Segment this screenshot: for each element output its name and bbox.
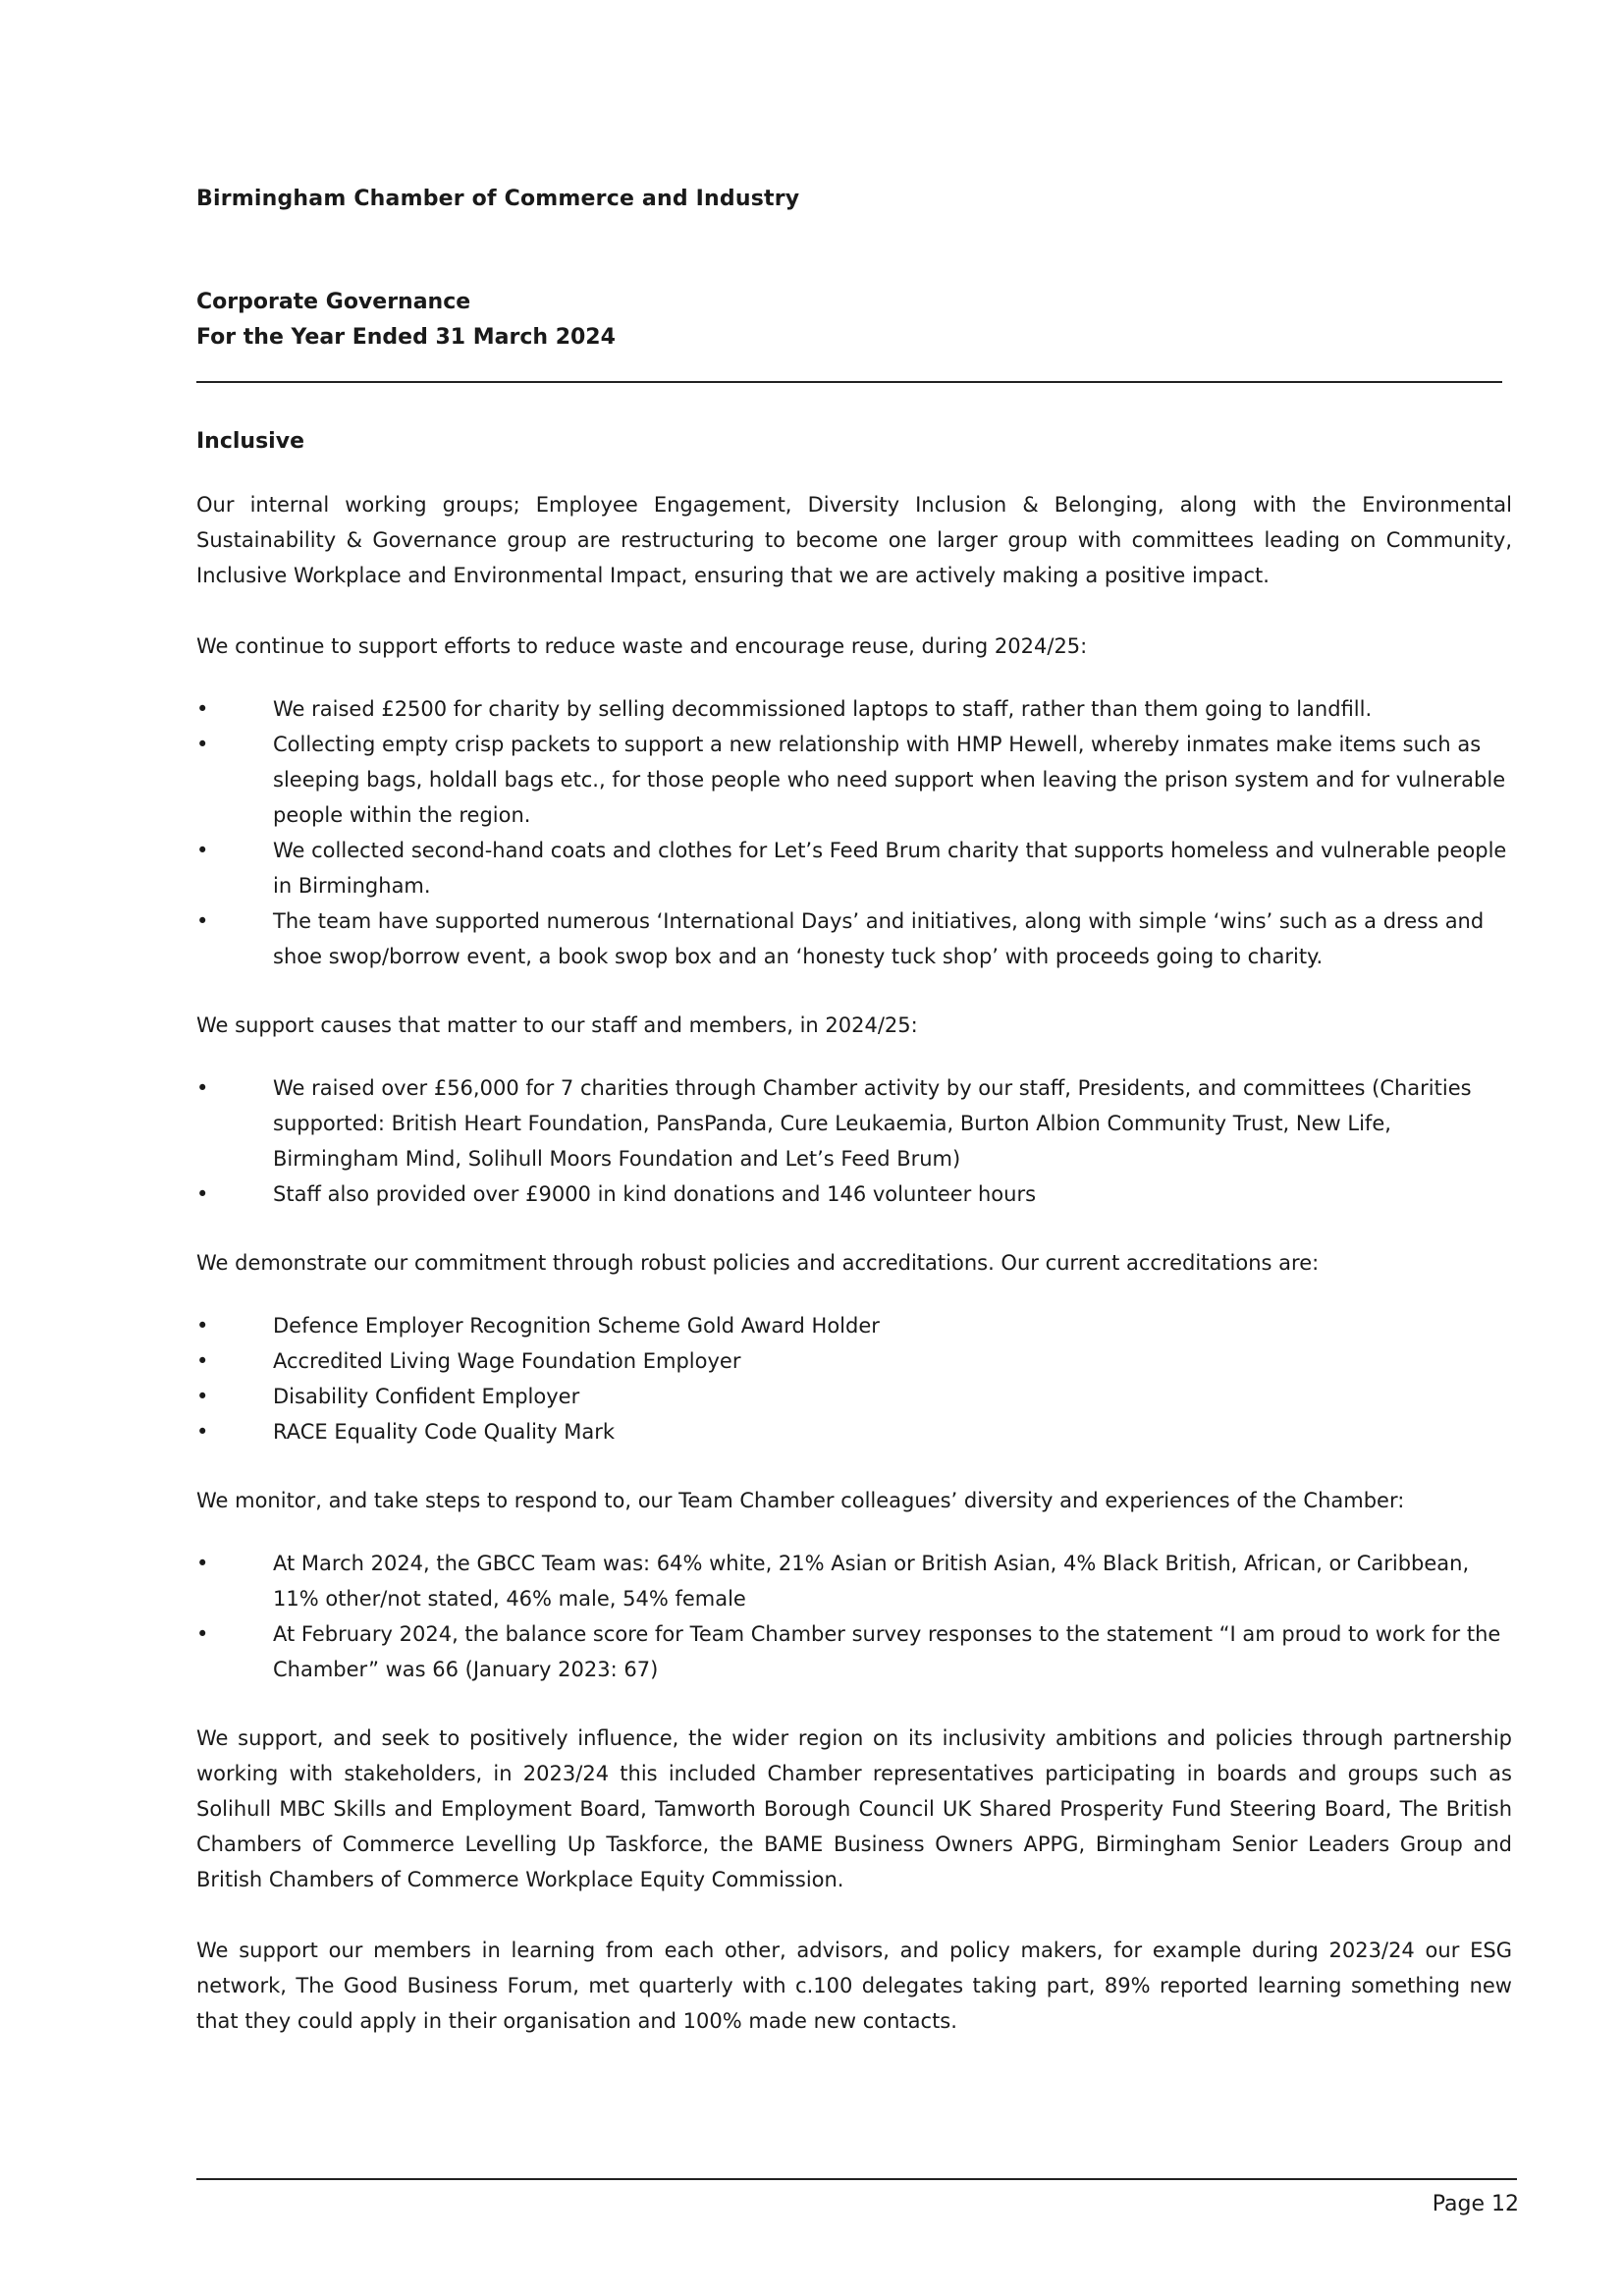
list-item: • We raised over £56,000 for 7 charities through Chamber activity by our staff, Presidents, and committees (Charities supported: British Heart Foundation, PansPanda, Cure Leukaemia, Burton Albion Community Trust, New Life, Birmingham Mind, Solihull Moors Foundation and Let’s Feed Brum) [196, 1070, 1512, 1176]
causes-intro: We support causes that matter to our staff and members, in 2024/25: [196, 1013, 918, 1037]
document-title [196, 285, 616, 355]
bullet-icon: • [196, 733, 209, 756]
list-item: • RACE Equality Code Quality Mark [196, 1414, 1512, 1449]
list-item: • Disability Confident Employer [196, 1379, 1512, 1414]
bullet-icon: • [196, 1420, 209, 1444]
monitor-list [196, 1546, 1512, 1687]
header-divider [196, 381, 1502, 383]
bullet-icon: • [196, 697, 209, 721]
bullet-icon: • [196, 1385, 209, 1408]
bullet-icon: • [196, 1182, 209, 1206]
waste-intro: We continue to support efforts to reduce waste and encourage reuse, during 2024/25: [196, 634, 1088, 658]
title-line-2: For the Year Ended 31 March 2024 [196, 325, 616, 350]
causes-list [196, 1070, 1512, 1212]
document-header [196, 187, 1502, 350]
list-item: • Collecting empty crisp packets to support a new relationship with HMP Hewell, whereby inmates make items such as sleeping bags, holdall bags etc., for those people who need support when leaving the prison system and for vulnerable people within the region. [196, 727, 1512, 833]
bullet-icon: • [196, 1349, 209, 1373]
organisation-name: Birmingham Chamber of Commerce and Industry [196, 187, 800, 211]
list-item: • Accredited Living Wage Foundation Employer [196, 1343, 1512, 1379]
title-line-1: Corporate Governance [196, 290, 471, 314]
bullet-icon: • [196, 1076, 209, 1100]
main-content [196, 424, 1512, 2074]
bullet-icon: • [196, 839, 209, 862]
waste-list [196, 691, 1512, 974]
bullet-icon: • [196, 1552, 209, 1575]
intro-paragraph: Our internal working groups; Employee Engagement, Diversity Inclusion & Belonging, along with the Environmental Sustainability & Governance group are restructuring to become one larger group with committees leading on Community, Inclusive Workplace and Environmental Impact, ensuring that we are actively making a positive impact. [196, 493, 1512, 587]
region-paragraph: We support, and seek to positively influence, the wider region on its inclusivity ambitions and policies through partnership working with stakeholders, in 2023/24 this included Chamber representatives participating in boards and groups such as Solihull MBC Skills and Employment Board, Tamworth Borough Council UK Shared Prosperity Fund Steering Board, The British Chambers of Commerce Levelling Up Taskforce, the BAME Business Owners APPG, Birmingham Senior Leaders Group and British Chambers of Commerce Workplace Equity Commission. [196, 1726, 1512, 1891]
list-item: • At February 2024, the balance score for Team Chamber survey responses to the statement “I am proud to work for the Chamber” was 66 (January 2023: 67) [196, 1616, 1512, 1687]
members-paragraph: We support our members in learning from each other, advisors, and policy makers, for example during 2023/24 our ESG network, The Good Business Forum, met quarterly with c.100 delegates taking part, 89% reported learning something new that they could apply in their organisation and 100% made new contacts. [196, 1939, 1512, 2033]
page-number: Page 12 [1432, 2192, 1519, 2216]
bullet-icon: • [196, 1314, 209, 1338]
list-item: • We raised £2500 for charity by selling decommissioned laptops to staff, rather than them going to landfill. [196, 691, 1512, 727]
footer-divider [196, 2178, 1517, 2180]
monitor-intro: We monitor, and take steps to respond to, our Team Chamber colleagues’ diversity and experiences of the Chamber: [196, 1489, 1405, 1512]
list-item: • Staff also provided over £9000 in kind donations and 146 volunteer hours [196, 1176, 1512, 1212]
accreditations-intro: We demonstrate our commitment through robust policies and accreditations. Our current accreditations are: [196, 1251, 1320, 1275]
list-item: • The team have supported numerous ‘International Days’ and initiatives, along with simple ‘wins’ such as a dress and shoe swop/borrow event, a book swop box and an ‘honesty tuck shop’ with proceeds going to charity. [196, 903, 1512, 974]
accreditations-list [196, 1308, 1512, 1449]
bullet-icon: • [196, 909, 209, 933]
list-item: • At March 2024, the GBCC Team was: 64% white, 21% Asian or British Asian, 4% Black British, African, or Caribbean, 11% other/not stated, 46% male, 54% female [196, 1546, 1512, 1616]
list-item: • Defence Employer Recognition Scheme Gold Award Holder [196, 1308, 1512, 1343]
list-item: • We collected second-hand coats and clothes for Let’s Feed Brum charity that supports homeless and vulnerable people in Birmingham. [196, 833, 1512, 903]
bullet-icon: • [196, 1622, 209, 1646]
section-heading: Inclusive [196, 429, 304, 454]
